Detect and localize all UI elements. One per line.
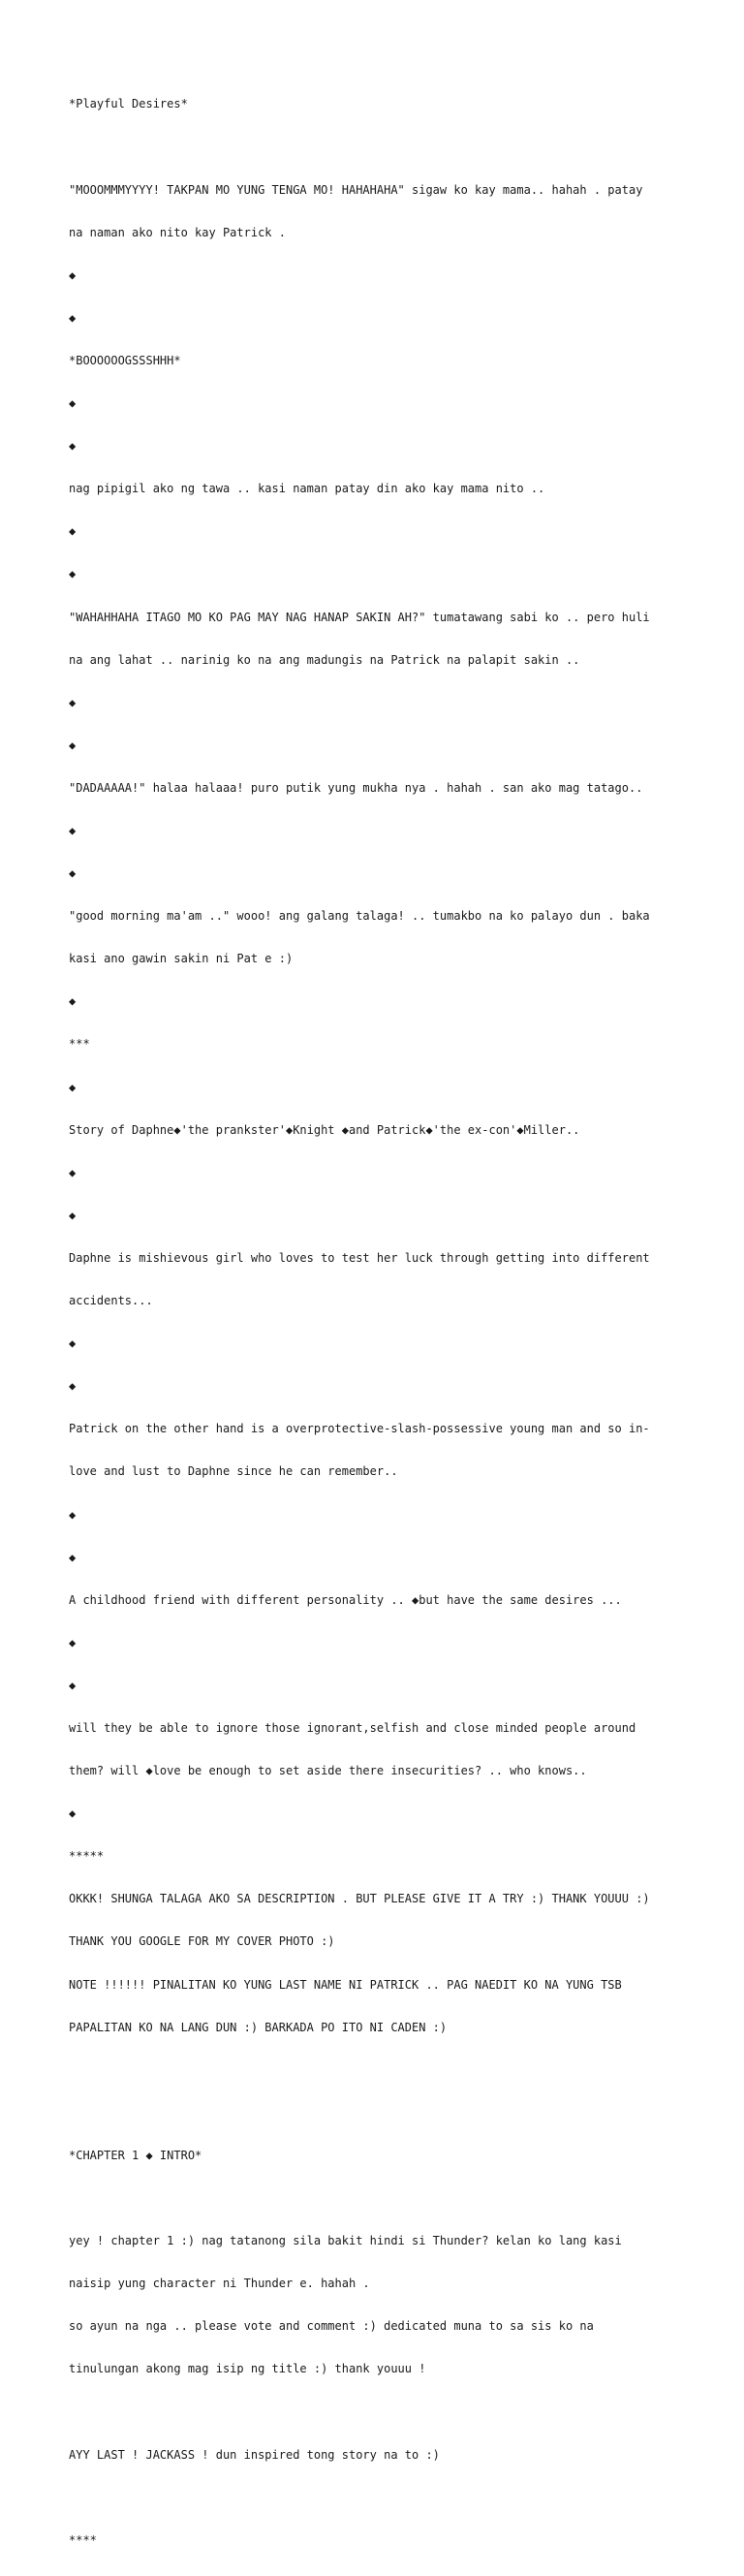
text-line: na naman ako nito kay Patrick . <box>69 225 286 239</box>
text-line: tinulungan akong mag isip ng title :) thank youuu ! <box>69 2362 426 2376</box>
text-line: "DADAAAAA!" halaa halaaa! puro putik yung mukha nya . hahah . san ako mag tatago.. <box>69 780 643 795</box>
section-break: ***** <box>69 1849 105 1864</box>
text-line: accidents... <box>69 1294 153 1308</box>
text-line: nag pipigil ako ng tawa .. kasi naman patay din ako kay mama nito .. <box>69 482 545 496</box>
diamond-separator: ◆ <box>69 267 77 282</box>
blank-line <box>69 2191 689 2206</box>
text-line: Patrick on the other hand is a overprotective-slash-possessive young man and so in- <box>69 1422 650 1436</box>
diamond-separator: ◆ <box>69 439 77 454</box>
diamond-separator: ◆ <box>69 1208 77 1222</box>
text-line: AYY LAST ! JACKASS ! dun inspired tong story na to :) <box>69 2447 440 2462</box>
text-line: them? will ◆love be enough to set aside there insecurities? .. who knows.. <box>69 1764 587 1778</box>
text-line: A childhood friend with different personality .. ◆but have the same desires ... <box>69 1592 622 1607</box>
section-break: **** <box>69 2532 97 2547</box>
diamond-separator: ◆ <box>69 1635 77 1649</box>
text-line: THANK YOU GOOGLE FOR MY COVER PHOTO :) <box>69 1934 335 1949</box>
text-line: NOTE !!!!!! PINALITAN KO YUNG LAST NAME NI PATRICK .. PAG NAEDIT KO NA YUNG TSB <box>69 1977 622 1992</box>
blank-line <box>69 141 689 155</box>
text-line: Story of Daphne◆'the prankster'◆Knight ◆and Patrick◆'the ex-con'◆Miller.. <box>69 1122 580 1137</box>
text-line: yey ! chapter 1 :) nag tatanong sila bakit hindi si Thunder? kelan ko lang kasi <box>69 2234 622 2248</box>
text-line: PAPALITAN KO NA LANG DUN :) BARKADA PO ITO NI CADEN :) <box>69 2020 448 2034</box>
diamond-separator: ◆ <box>69 1678 77 1692</box>
text-line: so ayun na nga .. please vote and comment :) dedicated muna to sa sis ko na <box>69 2319 594 2334</box>
document-text <box>69 69 689 2576</box>
diamond-separator: ◆ <box>69 1165 77 1179</box>
diamond-separator: ◆ <box>69 1080 77 1094</box>
blank-line <box>69 2491 689 2505</box>
diamond-separator: ◆ <box>69 994 77 1009</box>
text-line: kasi ano gawin sakin ni Pat e :) <box>69 952 294 966</box>
text-line: na ang lahat .. narinig ko na ang madungis na Patrick na palapit sakin .. <box>69 652 580 667</box>
diamond-separator: ◆ <box>69 396 77 411</box>
text-line: love and lust to Daphne since he can remember.. <box>69 1464 398 1479</box>
text-line: *BOOOOOOGSSSHHH* <box>69 353 181 367</box>
diamond-separator: ◆ <box>69 1806 77 1821</box>
text-line: "MOOOMMMYYYY! TAKPAN MO YUNG TENGA MO! HAHAHAHA" sigaw ko kay mama.. hahah . patay <box>69 182 643 197</box>
chapter-heading: *CHAPTER 1 ◆ INTRO* <box>69 2148 202 2162</box>
text-line: naisip yung character ni Thunder e. hahah . <box>69 2277 370 2291</box>
text-line: "WAHAHHAHA ITAGO MO KO PAG MAY NAG HANAP SAKIN AH?" tumatawang sabi ko .. pero huli <box>69 610 650 624</box>
blank-line <box>69 2106 689 2120</box>
story-title: *Playful Desires* <box>69 97 188 111</box>
diamond-separator: ◆ <box>69 567 77 581</box>
section-break: *** <box>69 1037 90 1052</box>
text-line: OKKK! SHUNGA TALAGA AKO SA DESCRIPTION . BUT PLEASE GIVE IT A TRY :) THANK YOUUU :) <box>69 1892 650 1906</box>
text-line: "good morning ma'am .." wooo! ang galang talaga! .. tumakbo na ko palayo dun . baka <box>69 909 650 924</box>
diamond-separator: ◆ <box>69 1379 77 1394</box>
diamond-separator: ◆ <box>69 1336 77 1351</box>
diamond-separator: ◆ <box>69 1550 77 1564</box>
blank-line <box>69 2404 689 2419</box>
diamond-separator: ◆ <box>69 738 77 752</box>
blank-line <box>69 2063 689 2078</box>
diamond-separator: ◆ <box>69 1507 77 1522</box>
text-line: Daphne is mishievous girl who loves to test her luck through getting into different <box>69 1250 650 1265</box>
diamond-separator: ◆ <box>69 695 77 709</box>
text-line: will they be able to ignore those ignorant,selfish and close minded people around <box>69 1720 636 1735</box>
diamond-separator: ◆ <box>69 824 77 837</box>
diamond-separator: ◆ <box>69 866 77 881</box>
diamond-separator: ◆ <box>69 310 77 325</box>
diamond-separator: ◆ <box>69 524 77 539</box>
